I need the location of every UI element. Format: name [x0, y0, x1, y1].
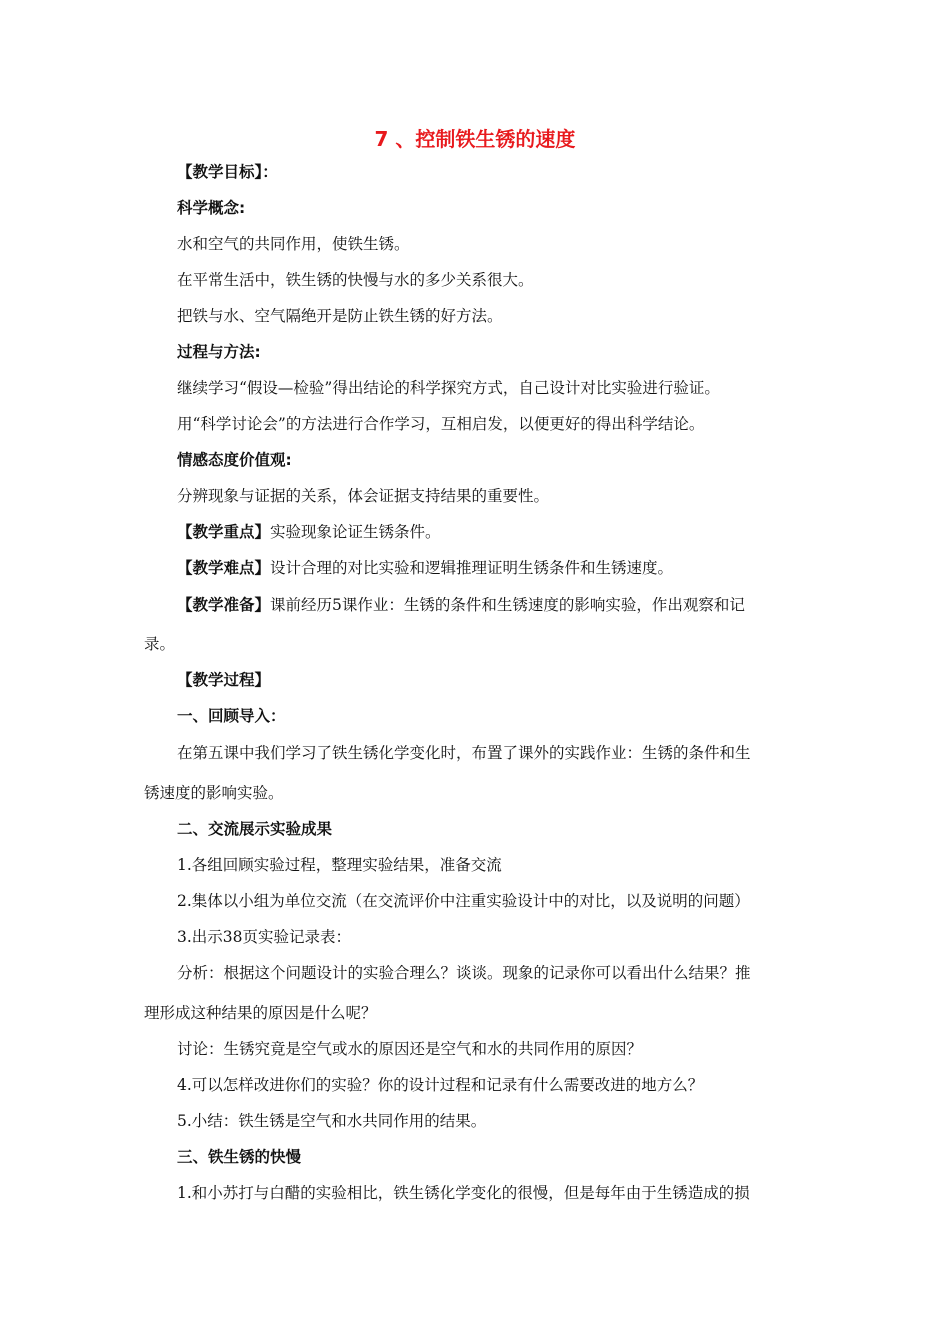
- section2-item-5: 5.小结：铁生锈是空气和水共同作用的结果。: [177, 1112, 487, 1130]
- key-point-label: 【教学重点】: [177, 523, 271, 541]
- emotion-heading: 情感态度价值观:: [177, 451, 292, 469]
- key-point-line: [177, 521, 441, 543]
- process-method-heading: 过程与方法:: [177, 343, 261, 361]
- prep-line-2: 录。: [144, 635, 176, 653]
- section2-item-3: 3.出示38页实验记录表：: [177, 928, 352, 946]
- goals-heading: 【教学目标】：: [177, 163, 278, 181]
- section2-item-4: 4.可以怎样改进你们的实验？你的设计过程和记录有什么需要改进的地方么？: [177, 1076, 704, 1094]
- concept-line-1: 水和空气的共同作用，使铁生锈。: [177, 235, 410, 253]
- difficulty-line: [177, 557, 673, 579]
- section3-heading: 三、铁生锈的快慢: [177, 1148, 302, 1166]
- difficulty-label: 【教学难点】: [177, 559, 271, 577]
- section2-item-2: 2.集体以小组为单位交流（在交流评价中注重实验设计中的对比，以及说明的问题）: [177, 892, 750, 910]
- section2-heading: 二、交流展示实验成果: [177, 820, 333, 838]
- section1-heading: 一、回顾导入：: [177, 707, 286, 725]
- process-line-2: 用“科学讨论会”的方法进行合作学习，互相启发，以便更好的得出科学结论。: [177, 415, 705, 433]
- section2-analysis-2: 理形成这种结果的原因是什么呢？: [144, 1004, 377, 1022]
- concept-heading: 科学概念:: [177, 199, 246, 217]
- prep-line: [177, 594, 745, 616]
- concept-line-2: 在平常生活中，铁生锈的快慢与水的多少关系很大。: [177, 271, 534, 289]
- section2-analysis-1: 分析：根据这个问题设计的实验合理么？谈谈。现象的记录你可以看出什么结果？推: [177, 964, 751, 982]
- document-title: 7 、控制铁生锈的速度: [374, 127, 576, 151]
- section1-line-2: 锈速度的影响实验。: [144, 784, 284, 802]
- section2-item-1: 1.各组回顾实验过程，整理实验结果，准备交流: [177, 856, 502, 874]
- key-point-text: 实验现象论证生锈条件。: [270, 523, 441, 541]
- process-line-1: 继续学习“假设—检验”得出结论的科学探究方式，自己设计对比实验进行验证。: [177, 379, 720, 397]
- section1-line-1: 在第五课中我们学习了铁生锈化学变化时，布置了课外的实践作业：生锈的条件和生: [177, 744, 751, 762]
- prep-label: 【教学准备】: [177, 596, 271, 614]
- emotion-line-1: 分辨现象与证据的关系，体会证据支持结果的重要性。: [177, 487, 550, 505]
- teaching-process-heading: 【教学过程】: [177, 671, 271, 689]
- prep-text-1: 课前经历5课作业：生锈的条件和生锈速度的影响实验，作出观察和记: [270, 596, 745, 614]
- concept-line-3: 把铁与水、空气隔绝开是防止铁生锈的好方法。: [177, 307, 503, 325]
- difficulty-text: 设计合理的对比实验和逻辑推理证明生锈条件和生锈速度。: [270, 559, 674, 577]
- section3-item-1: 1.和小苏打与白醋的实验相比，铁生锈化学变化的很慢，但是每年由于生锈造成的损: [177, 1184, 750, 1202]
- section2-discussion: 讨论：生锈究竟是空气或水的原因还是空气和水的共同作用的原因？: [177, 1040, 643, 1058]
